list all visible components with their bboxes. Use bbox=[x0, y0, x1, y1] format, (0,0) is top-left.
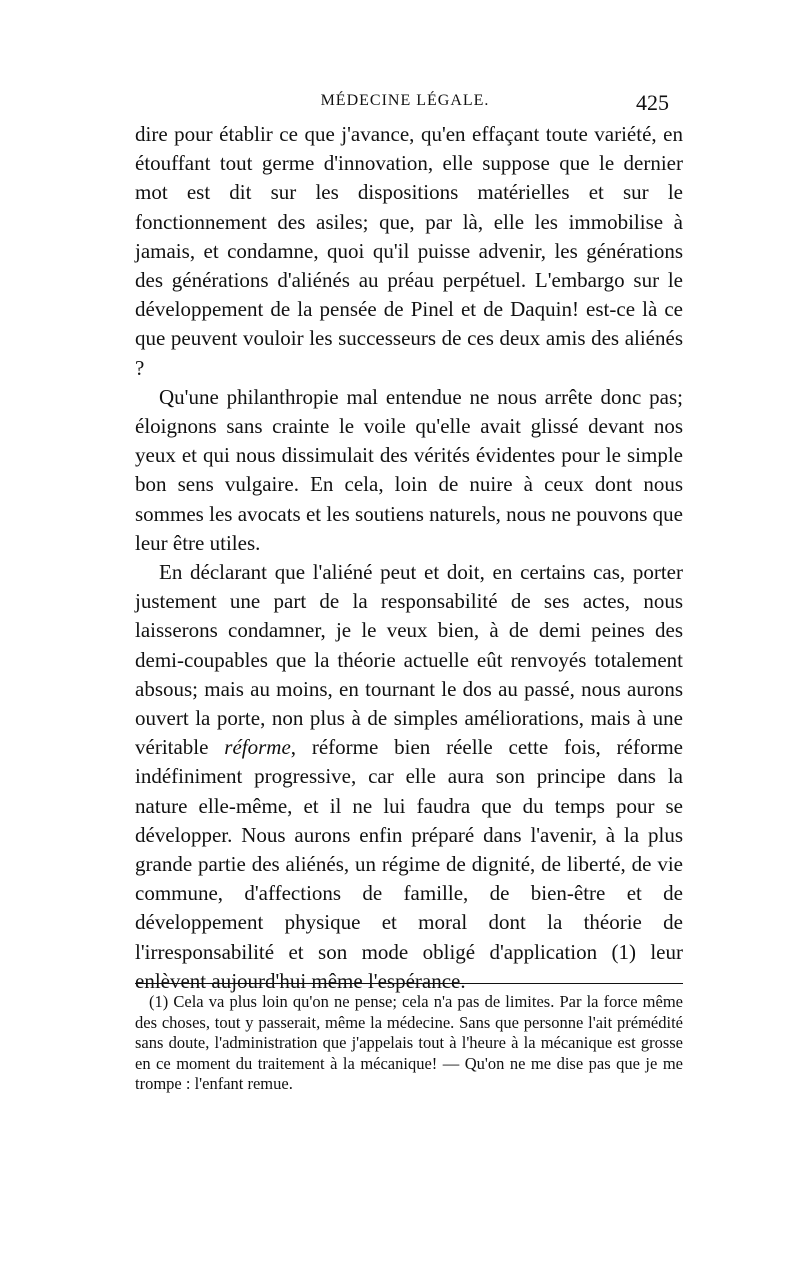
paragraph-1: dire pour établir ce que j'avance, qu'en effaçant toute variété, en étouffant tout germe d'innovation, elle suppose que le dernier mot est dit sur les dispositions matérielles et sur le fonctionnement des asiles; que, par là, elle les immobilise à jamais, et condamne, quoi qu'il puisse advenir, les générations des générations d'aliénés au préau perpétuel. L'embargo sur le développement de la pensée de Pinel et de Daquin! est-ce là ce que peuvent vouloir les successeurs de ces deux amis des aliénés ? bbox=[135, 122, 683, 380]
paragraph-3 bbox=[135, 558, 683, 996]
italic-word: réforme bbox=[224, 735, 291, 760]
paragraph-2: Qu'une philanthropie mal entendue ne nous arrête donc pas; éloignons sans crainte le voile qu'elle avait glissé devant nos yeux et qui nous dissimulait des vérités évidentes pour le simple bon sens vulgaire. En cela, loin de nuire à ceux dont nous sommes les avocats et les soutiens naturels, nous ne pouvons que leur être utiles. bbox=[135, 384, 683, 555]
running-title: MÉDECINE LÉGALE. bbox=[320, 92, 490, 109]
paragraph-3-part-1: En déclarant que l'aliéné peut et doit, en certains cas, porter justement une part de la responsabilité de ses actes, nous laisserons condamner, je le veux bien, à de demi peines des demi-coupables que la théorie actuelle eût renvoyés totalement absous; mais au moins, en tournant le dos au passé, nous aurons ouvert la porte, non plus à de simples améliorations, mais à une véritable bbox=[135, 560, 683, 760]
page-number: 425 bbox=[636, 90, 669, 115]
footnote-rule bbox=[135, 983, 683, 984]
paragraph-3-part-2: , réforme bien réelle cette fois, réforme indéfiniment progressive, car elle aura son principe dans la nature elle-même, et il ne lui faudra que du temps pour se développer. Nous aurons enfin préparé dans l'avenir, à la plus grande partie des aliénés, un régime de dignité, de liberté, de vie commune, d'affections de famille, de bien-être et de développement physique et moral dont la théorie de l'irresponsabilité et son mode obligé d'application (1) leur enlèvent aujourd'hui même l'espérance. bbox=[135, 735, 683, 993]
page-header bbox=[135, 90, 669, 122]
footnote-text: (1) Cela va plus loin qu'on ne pense; cela n'a pas de limites. Par la force même des choses, tout y passerait, même la médecine. Sans que personne l'ait prémédité sans doute, l'administration que j'appelais tout à l'heure à la mécanique est grosse en ce moment du traitement à la mécanique! — Qu'on ne me dise pas que je me trompe : l'enfant remue. bbox=[135, 992, 683, 1093]
footnote bbox=[135, 992, 683, 1095]
body-text bbox=[135, 120, 683, 996]
